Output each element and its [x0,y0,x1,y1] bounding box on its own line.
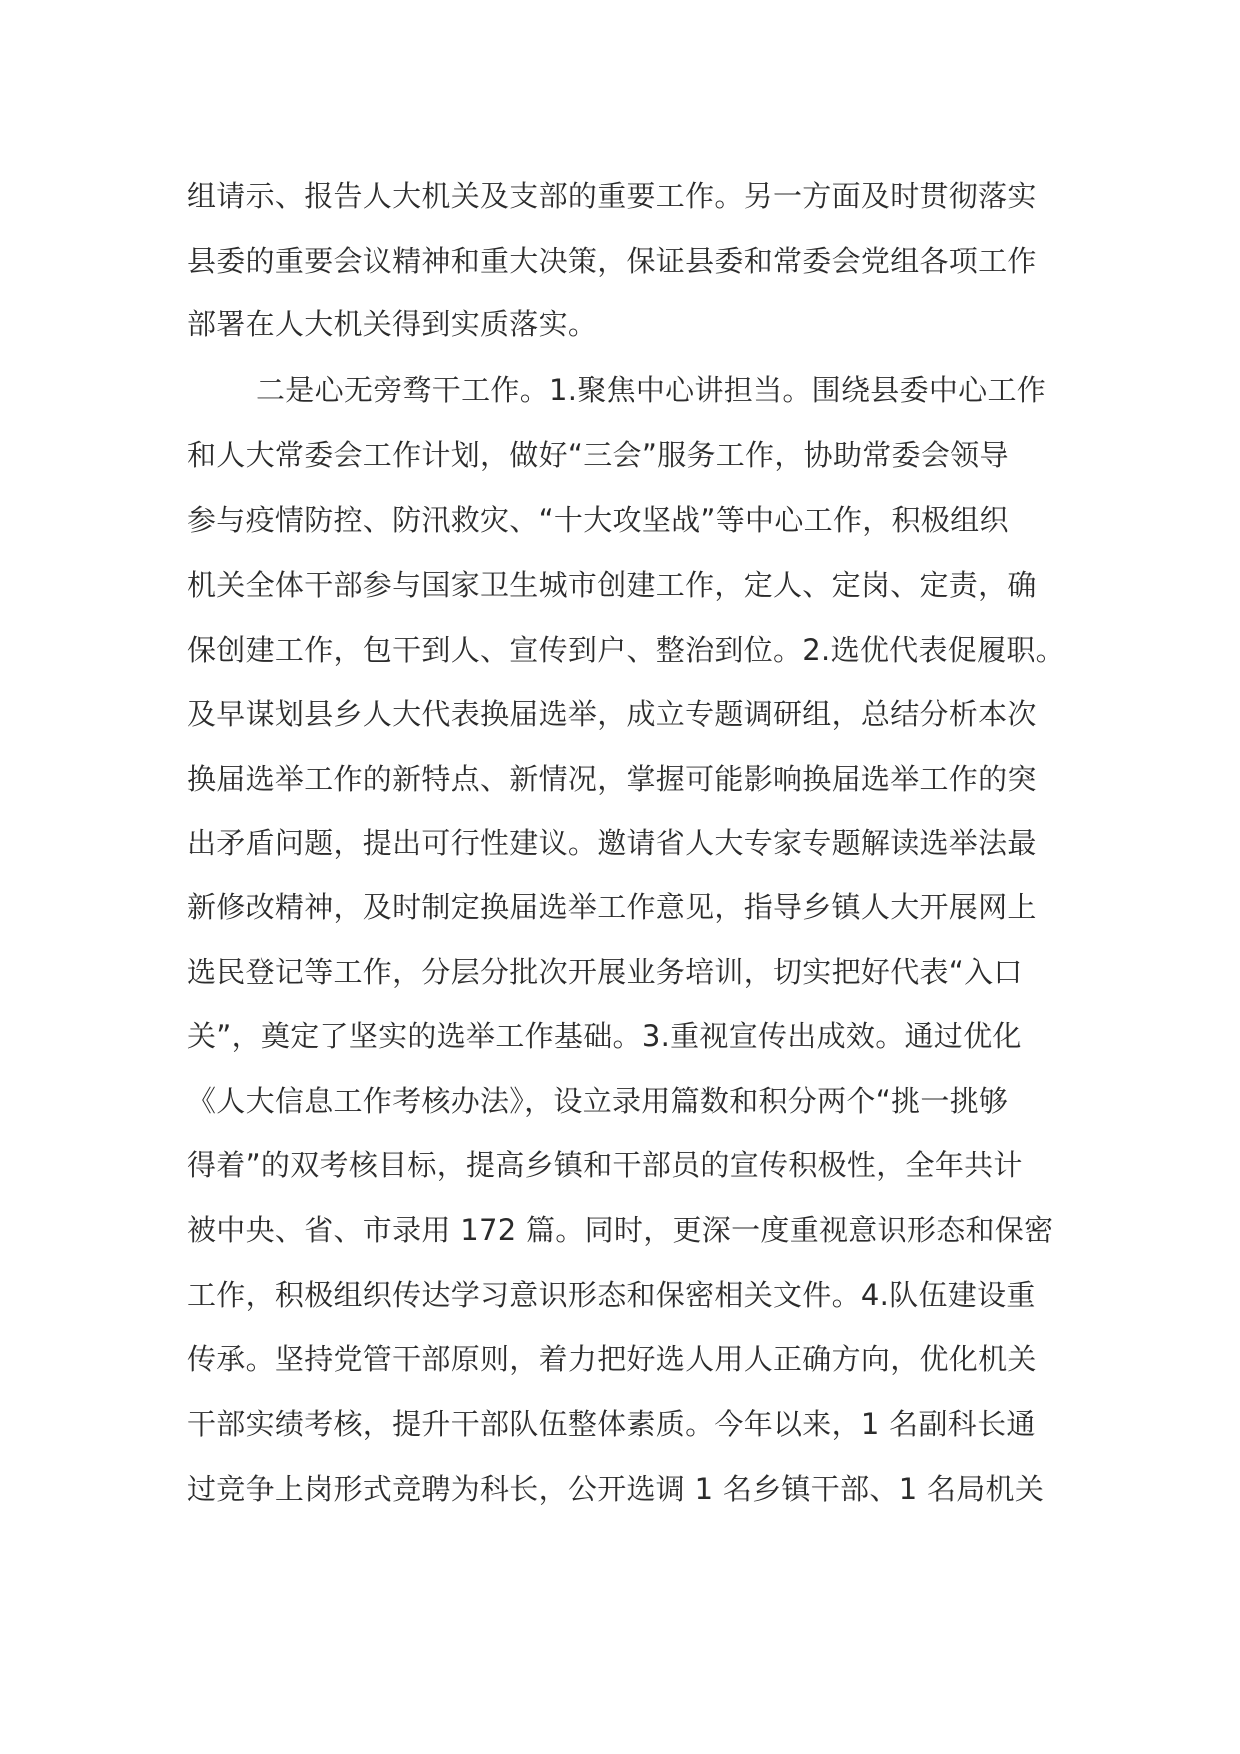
text-line-15: 《人大信息工作考核办法》，设立录用篇数和积分两个“挑一挑够 [187,1084,1009,1118]
text-line-17: 被中央、省、市录用 172 篇。同时，更深一度重视意识形态和保密 [187,1213,1054,1247]
text-line-4: 二是心无旁骛干工作。1.聚焦中心讲担当。围绕县委中心工作 [256,373,1047,407]
text-line-14: 关”，奠定了坚实的选举工作基础。3.重视宣传出成效。通过优化 [187,1019,1022,1053]
text-line-6: 参与疫情防控、防汛救灾、“十大攻坚战”等中心工作，积极组织 [187,503,1009,537]
text-line-5: 和人大常委会工作计划，做好“三会”服务工作，协助常委会领导 [187,438,1009,472]
text-line-12: 新修改精神，及时制定换届选举工作意见，指导乡镇人大开展网上 [187,890,1037,924]
text-line-3: 部署在人大机关得到实质落实。 [187,307,598,341]
text-line-21: 过竞争上岗形式竞聘为科长，公开选调 1 名乡镇干部、1 名局机关 [187,1472,1045,1506]
text-line-11: 出矛盾问题，提出可行性建议。邀请省人大专家专题解读选举法最 [187,826,1037,860]
text-line-16: 得着”的双考核目标，提高乡镇和干部员的宣传积极性，全年共计 [187,1148,1023,1182]
text-line-18: 工作，积极组织传达学习意识形态和保密相关文件。4.队伍建设重 [187,1278,1036,1312]
text-line-10: 换届选举工作的新特点、新情况，掌握可能影响换届选举工作的突 [187,762,1037,796]
text-line-9: 及早谋划县乡人大代表换届选举，成立专题调研组，总结分析本次 [187,697,1037,731]
text-line-19: 传承。坚持党管干部原则，着力把好选人用人正确方向，优化机关 [187,1342,1037,1376]
text-line-20: 干部实绩考核，提升干部队伍整体素质。今年以来，1 名副科长通 [187,1407,1036,1441]
text-line-2: 县委的重要会议精神和重大决策，保证县委和常委会党组各项工作 [187,244,1037,278]
text-line-1: 组请示、报告人大机关及支部的重要工作。另一方面及时贯彻落实 [187,179,1037,213]
text-line-8: 保创建工作，包干到人、宣传到户、整治到位。2.选优代表促履职。 [187,633,1065,667]
text-line-7: 机关全体干部参与国家卫生城市创建工作，定人、定岗、定责，确 [187,568,1037,602]
text-line-13: 选民登记等工作，分层分批次开展业务培训，切实把好代表“入口 [187,955,1023,989]
